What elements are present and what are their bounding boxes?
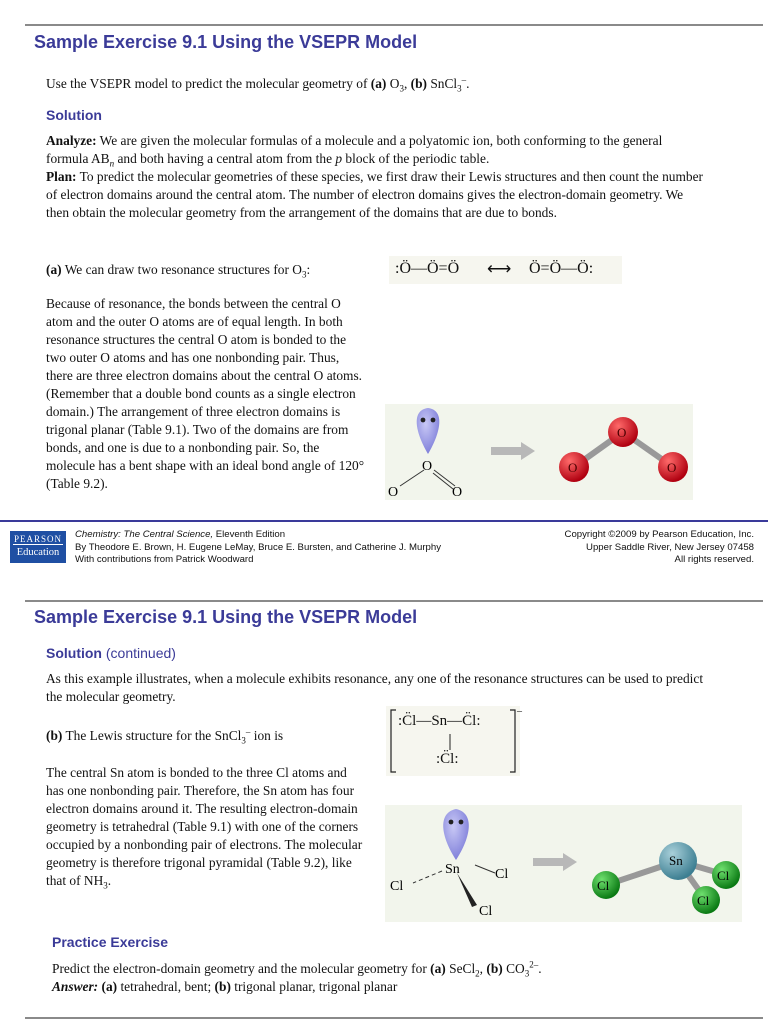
- resonance-left: :Ö—Ö=Ö: [395, 260, 460, 277]
- svg-text:O: O: [667, 460, 677, 475]
- svg-text:–: –: [517, 706, 522, 717]
- ozone-geometry-svg: [385, 404, 693, 500]
- svg-text:Sn: Sn: [669, 853, 683, 868]
- exercise-number: Sample Exercise 9.1: [34, 32, 208, 52]
- question-text: Use the VSEPR model to predict the molecular geometry of (a) $O_3$, (b) SnCl$_3$–.: [46, 74, 470, 94]
- practice-question: Predict the electron-domain geometry and the molecular geometry for (a) SeCl$_2$, (b) $CO_3^{2-}$. Answer: (a) tetrahedral, bent; (b) trigonal planar, trigonal planar: [52, 959, 542, 994]
- slide2-title: Sample Exercise 9.1 Using the VSEPR Model: [34, 607, 418, 627]
- lewis-bottom-cl: :C̈l:: [436, 751, 459, 767]
- book-citation: Chemistry: The Central Science, Eleventh Edition By Theodore E. Brown, H. Eugene LeMay, Bruce E. Bursten, and Catherine J. Murphy With contributions from Patrick Woodward: [75, 529, 441, 565]
- arrow-icon: [491, 442, 535, 460]
- ozone-geometry-figure: [385, 404, 693, 500]
- svg-text:O: O: [422, 459, 433, 474]
- sncl3-geometry-svg: [385, 805, 742, 922]
- copyright-notice: Copyright ©2009 by Pearson Education, Inc. Upper Saddle River, New Jersey 07458 All rights reserved.: [564, 529, 754, 565]
- nonbonding-lobe-icon: [443, 809, 469, 860]
- bottom-rule: [25, 1017, 763, 1019]
- sncl3-geometry-figure: [385, 805, 742, 922]
- svg-text:O: O: [568, 460, 578, 475]
- part-a-intro: (a) We can draw two resonance structures for $O_3$:: [46, 262, 311, 280]
- svg-text:Cl: Cl: [597, 878, 610, 893]
- solution-heading: Solution: [46, 107, 102, 123]
- svg-text:Cl: Cl: [390, 879, 404, 894]
- part-b-intro: (b) The Lewis structure for the SnCl$_3$– ion is: [46, 726, 284, 746]
- ozone-explanation: Because of resonance, the bonds between the central O atom and the outer O atoms are of equal length. In both resonance structures the central O atom is bonded to the two outer O atoms and has one nonbonding pair. Thus, there are three electron domains about the central O atoms. (Remember that a double bond counts as a single electron domain.) The arrangement of three electron domains is trigonal planar (Table 9.1). Two of the domains are from bonds, and one is due to a nonbonding pair. So, the molecule has a bent shape with an ideal bond angle of 120° (Table 9.2).: [46, 296, 365, 491]
- svg-text:Sn: Sn: [445, 862, 460, 877]
- slide1-title: [34, 32, 417, 53]
- nonbonding-lobe-icon: [417, 408, 440, 454]
- svg-text:Cl: Cl: [495, 867, 509, 882]
- resonance-arrow: ⟷: [487, 259, 512, 278]
- footer-divider: [0, 520, 768, 522]
- sncl3-explanation: The central Sn atom is bonded to the three Cl atoms and has one nonbonding pair. Therefore, the Sn atom has four electron domains around it. The resulting electron-domain geometry is tetrahedral (Table 9.1) with one of the corners occupied by a nonbonding pair of electrons. The molecular geometry is therefore trigonal pyramidal (Table 9.2), like that of $NH_3$.: [46, 765, 363, 891]
- analyze-paragraph: Analyze: We are given the molecular formulas of a molecule and a polyatomic ion, both conforming to the general formula $AB_n$ and both having a central atom from the p block of the periodic table. Plan: To predict the molecular geometries of these species, we first draw their Lewis structures and then count the number of electron domains around the central atom. The number of electron domains gives the electron-domain geometry. We then obtain the molecular geometry from the arrangement of the domains that are due to bonds.: [46, 133, 703, 220]
- resonance-note: As this example illustrates, when a molecule exhibits resonance, any one of the resonance structures can be used to predict the molecular geometry.: [46, 671, 704, 704]
- solution-continued-heading: Solution (continued): [46, 645, 176, 661]
- pearson-logo: PEARSON Education: [10, 531, 66, 563]
- svg-text:O: O: [388, 485, 399, 500]
- resonance-right: Ö=Ö—Ö:: [529, 260, 594, 277]
- top-rule: [25, 24, 763, 26]
- sncl3-lewis-structure: [386, 706, 520, 776]
- arrow-icon: [533, 853, 577, 871]
- ozone-resonance-structures: [389, 256, 622, 284]
- slide2-top-rule: [25, 600, 763, 602]
- svg-text:O: O: [452, 485, 463, 500]
- lewis-top-row: :C̈l—Sn—C̈l:: [398, 713, 481, 729]
- svg-text:Cl: Cl: [697, 893, 710, 908]
- svg-text:O: O: [617, 425, 627, 440]
- exercise-title: Using the VSEPR Model: [212, 32, 418, 52]
- practice-exercise-heading: Practice Exercise: [52, 934, 168, 950]
- svg-text:Cl: Cl: [479, 904, 493, 919]
- svg-text:Cl: Cl: [717, 868, 730, 883]
